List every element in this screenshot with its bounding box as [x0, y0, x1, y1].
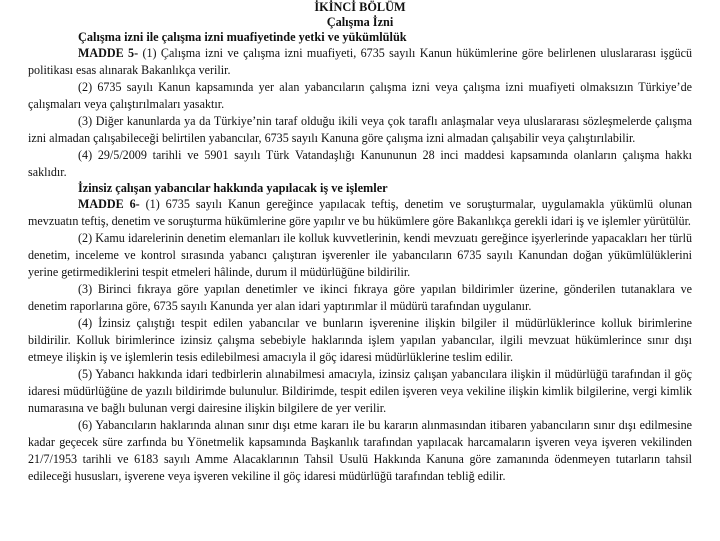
article-5-paragraph-1 — [28, 45, 692, 79]
article-6-paragraph-6: (6) Yabancıların haklarında alınan sınır dışı etme kararı ile bu kararın alınmasından itibaren yabancıların sınır dışı edilmesine kadar geçecek süre zarfında bu Yönetmelik kapsamında Başkanlık tarafından yapılacak harcamaların işveren veya işveren vekilinden 21/7/1953 tarihli ve 6183 sayılı Amme Alacaklarının Tahsil Usulü Hakkında Kanuna göre zamanında ödenmeyen tutarların tahsil edileceği hususları, işverene veya işveren vekiline il göç idaresi müdürlüğü tarafından tebliğ edilir. — [28, 418, 692, 483]
article-5-paragraph-3: (3) Diğer kanunlarda ya da Türkiye’nin taraf olduğu ikili veya çok taraflı anlaşmalar veya uluslararası sözleşmelerde çalışma izni almadan çalışabileceği belirtilen yabancılar, 6735 sayılı Kanuna göre çalışma izni almadan çalışabilir veya çalıştırılabilir. — [28, 114, 692, 145]
article-6-section — [28, 181, 692, 485]
chapter-title: İKİNCİ BÖLÜM — [314, 0, 406, 14]
article-6-paragraph-1 — [28, 196, 692, 230]
chapter-subtitle: Çalışma İzni — [326, 15, 394, 29]
article-5-paragraph-4: (4) 29/5/2009 tarihli ve 5901 sayılı Türk Vatandaşlığı Kanununun 28 inci maddesi kapsamında olanların çalışma hakkı saklıdır. — [28, 148, 692, 179]
article-6-heading: İzinsiz çalışan yabancılar hakkında yapılacak iş ve işlemler — [78, 181, 388, 195]
article-6-paragraph-5: (5) Yabancı hakkında idari tedbirlerin alınabilmesi amacıyla, izinsiz çalışan yabancılara ilişkin il müdürlüğü tarafından il göç idaresi müdürlüğüne de yazılı bildirimde bulunulur. Bildirimde, tespit edilen işveren veya vekiline ilişkin kimlik bilgilerine, vergi kimlik numarasına ve bağlı bulunan vergi dairesine ilişkin bilgilere de yer verilir. — [28, 367, 692, 415]
article-5-section — [28, 30, 692, 181]
article-6-paragraph-3: (3) Birinci fıkraya göre yapılan denetimler ve ikinci fıkraya göre yapılan bildirimler üzerine, gönderilen tutanaklara ve denetim raporlarına göre, 6735 sayılı Kanunda yer alan idari yaptırımlar il müdürü tarafından uygulanır. — [28, 282, 692, 313]
article-6-paragraph-4: (4) İzinsiz çalıştığı tespit edilen yabancılar ve bunların işverenine ilişkin bilgiler il müdürlüklerince kolluk birimlerine bildirilir. Kolluk birimlerince izinsiz çalışma sebebiyle haklarında işlem yapılan yabancılar, ilgili mevzuat hükümlerince sınır dışı etmeye ilişkin iş ve işlemlerin tesis edilebilmesi amacıyla il göç idaresi müdürlüklerine teslim edilir. — [28, 316, 692, 364]
article-6-label: MADDE 6- — [78, 197, 140, 211]
paragraph-text: (1) 6735 sayılı Kanun gereğince yapılacak teftiş, denetim ve soruşturmalar, uygulamakla yükümlü olunan mevzuatın teftiş, denetim ve soruşturma hükümlerine göre yapılır ve bu hükümlere göre Bakanlıkça gerekli idari iş ve işlemler yürütülür. — [28, 197, 692, 228]
article-5-heading: Çalışma izni ile çalışma izni muafiyetinde yetki ve yükümlülük — [78, 30, 407, 44]
article-6-paragraph-2: (2) Kamu idarelerinin denetim elemanları ile kolluk kuvvetlerinin, kendi mevzuatı gereğince işyerlerinde yapacakları her türlü denetim, inceleme ve kontrol sırasında yabancı çalıştıran işverenler ile yabancıların 6735 sayılı Kanundan doğan yükümlülüklerini yerine getirmediklerini tespit etmeleri hâlinde, durum il müdürlüğüne bildirilir. — [28, 231, 692, 279]
article-5-paragraph-2: (2) 6735 sayılı Kanun kapsamında yer alan yabancıların çalışma izni veya çalışma izni muafiyeti olmaksızın Türkiye’de çalışmaları veya çalıştırılmaları yasaktır. — [28, 80, 692, 111]
paragraph-text: (1) Çalışma izni ve çalışma izni muafiyeti, 6735 sayılı Kanun hükümlerine göre belirlenen uluslararası işgücü politikası esas alınarak Bakanlıkça verilir. — [28, 46, 692, 77]
article-5-label: MADDE 5- — [78, 46, 139, 60]
